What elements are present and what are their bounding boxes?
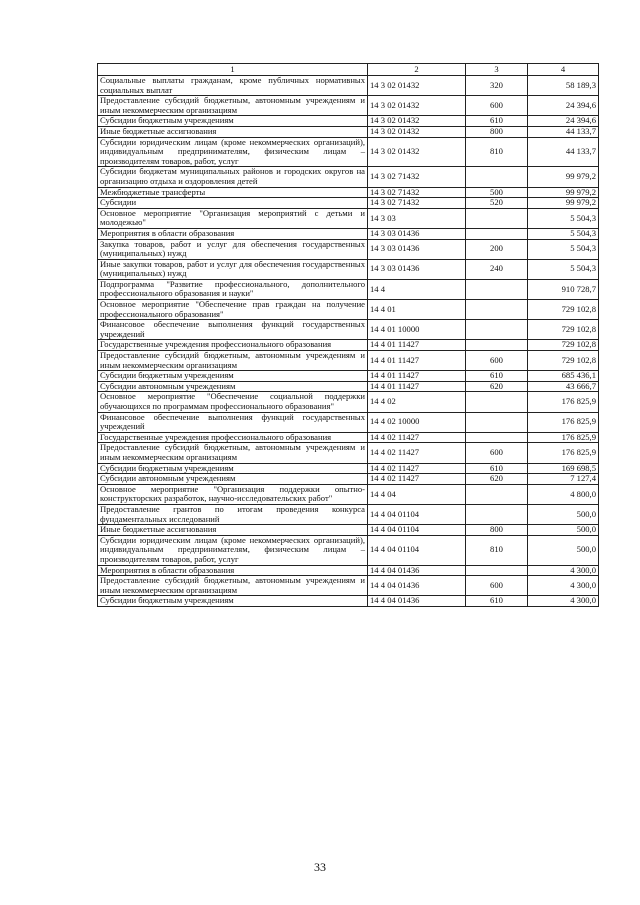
- row-name: Основное мероприятие "Организация мероприятий с детьми и молодежью": [98, 208, 368, 228]
- row-name: Подпрограмма "Развитие профессионального, дополнительного профессионального образования и науки": [98, 279, 368, 299]
- table-row: [98, 76, 599, 96]
- table-row: [98, 259, 599, 279]
- row-name: Основное мероприятие "Обеспечение прав граждан на получение профессионального образования": [98, 300, 368, 320]
- row-name: Субсидии юридическим лицам (кроме некоммерческих организаций), индивидуальным предпринимателям, физическим лицам – производителям товаров, работ, услуг: [98, 535, 368, 565]
- row-name: Мероприятия в области образования: [98, 228, 368, 239]
- column-header-name: 1: [98, 64, 368, 76]
- row-name: Иные закупки товаров, работ и услуг для обеспечения государственных (муниципальных) нужд: [98, 259, 368, 279]
- row-name: Иные бюджетные ассигнования: [98, 126, 368, 137]
- row-expense-type: 800: [466, 126, 528, 137]
- table-row: [98, 576, 599, 596]
- row-sum: 4 300,0: [528, 576, 599, 596]
- table-row: [98, 340, 599, 351]
- row-name: Социальные выплаты гражданам, кроме публичных нормативных социальных выплат: [98, 76, 368, 96]
- row-expense-type: 610: [466, 116, 528, 127]
- row-sum: 176 825,9: [528, 443, 599, 463]
- row-name: Основное мероприятие "Обеспечение социальной поддержки обучающихся по программам профессионального образования": [98, 392, 368, 412]
- row-expense-type: 620: [466, 474, 528, 485]
- row-code: 14 4 01 10000: [368, 320, 466, 340]
- row-code: 14 4 01 11427: [368, 371, 466, 382]
- table-row: [98, 596, 599, 607]
- row-sum: 4 300,0: [528, 565, 599, 576]
- row-sum: 5 504,3: [528, 228, 599, 239]
- row-expense-type: 500: [466, 187, 528, 198]
- table-row: [98, 167, 599, 187]
- row-name: Субсидии бюджетным учреждениям: [98, 371, 368, 382]
- row-code: 14 3 02 01432: [368, 76, 466, 96]
- row-expense-type: 600: [466, 576, 528, 596]
- row-name: Субсидии бюджетам муниципальных районов и городских округов на организацию отдыха и оздоровления детей: [98, 167, 368, 187]
- row-sum: 99 979,2: [528, 187, 599, 198]
- row-expense-type: 240: [466, 259, 528, 279]
- row-sum: 24 394,6: [528, 96, 599, 116]
- row-sum: 176 825,9: [528, 412, 599, 432]
- row-code: 14 4 02 11427: [368, 443, 466, 463]
- row-sum: 176 825,9: [528, 432, 599, 443]
- row-sum: 729 102,8: [528, 320, 599, 340]
- table-row: [98, 412, 599, 432]
- row-expense-type: [466, 565, 528, 576]
- row-sum: 44 133,7: [528, 126, 599, 137]
- table-row: [98, 239, 599, 259]
- row-code: 14 4 04 01104: [368, 525, 466, 536]
- row-code: 14 3 02 01432: [368, 96, 466, 116]
- row-code: 14 3 03 01436: [368, 228, 466, 239]
- row-expense-type: 600: [466, 351, 528, 371]
- table-row: [98, 137, 599, 167]
- row-expense-type: 600: [466, 96, 528, 116]
- row-sum: 176 825,9: [528, 392, 599, 412]
- row-name: Субсидии бюджетным учреждениям: [98, 596, 368, 607]
- row-code: 14 4 02 10000: [368, 412, 466, 432]
- column-header-expense-type: 3: [466, 64, 528, 76]
- row-expense-type: 620: [466, 381, 528, 392]
- row-code: 14 4 01 11427: [368, 340, 466, 351]
- row-name: Субсидии бюджетным учреждениям: [98, 116, 368, 127]
- row-expense-type: [466, 340, 528, 351]
- row-name: Субсидии бюджетным учреждениям: [98, 463, 368, 474]
- row-expense-type: 320: [466, 76, 528, 96]
- row-sum: 500,0: [528, 525, 599, 536]
- table-row: [98, 381, 599, 392]
- row-code: 14 4 01: [368, 300, 466, 320]
- row-code: 14 3 02 01432: [368, 116, 466, 127]
- row-name: Предоставление субсидий бюджетным, автономным учреждениям и иным некоммерческим организациям: [98, 576, 368, 596]
- row-expense-type: 600: [466, 443, 528, 463]
- row-expense-type: 200: [466, 239, 528, 259]
- row-sum: 729 102,8: [528, 351, 599, 371]
- row-expense-type: [466, 279, 528, 299]
- row-expense-type: 610: [466, 371, 528, 382]
- table-row: [98, 432, 599, 443]
- row-sum: 5 504,3: [528, 259, 599, 279]
- row-code: 14 4: [368, 279, 466, 299]
- table-row: [98, 484, 599, 504]
- row-sum: 99 979,2: [528, 167, 599, 187]
- row-sum: 729 102,8: [528, 340, 599, 351]
- table-row: [98, 279, 599, 299]
- row-code: 14 4 02 11427: [368, 474, 466, 485]
- table-row: [98, 504, 599, 524]
- row-name: Субсидии: [98, 198, 368, 209]
- row-sum: 500,0: [528, 535, 599, 565]
- table-row: [98, 474, 599, 485]
- row-expense-type: [466, 392, 528, 412]
- table-row: [98, 208, 599, 228]
- column-header-sum: 4: [528, 64, 599, 76]
- row-sum: 24 394,6: [528, 116, 599, 127]
- row-sum: 58 189,3: [528, 76, 599, 96]
- table-row: [98, 300, 599, 320]
- table-header-row: [98, 64, 599, 76]
- row-code: 14 3 02 71432: [368, 198, 466, 209]
- row-expense-type: [466, 432, 528, 443]
- row-code: 14 4 02: [368, 392, 466, 412]
- row-sum: 169 698,5: [528, 463, 599, 474]
- row-code: 14 3 02 01432: [368, 137, 466, 167]
- row-name: Субсидии автономным учреждениям: [98, 381, 368, 392]
- row-name: Закупка товаров, работ и услуг для обеспечения государственных (муниципальных) нужд: [98, 239, 368, 259]
- row-expense-type: 610: [466, 463, 528, 474]
- row-expense-type: [466, 300, 528, 320]
- row-code: 14 3 02 71432: [368, 187, 466, 198]
- row-code: 14 4 04 01436: [368, 596, 466, 607]
- row-name: Финансовое обеспечение выполнения функций государственных учреждений: [98, 412, 368, 432]
- table-body: [98, 76, 599, 607]
- row-code: 14 4 04 01436: [368, 576, 466, 596]
- table-row: [98, 198, 599, 209]
- row-name: Иные бюджетные ассигнования: [98, 525, 368, 536]
- row-sum: 5 504,3: [528, 208, 599, 228]
- row-name: Финансовое обеспечение выполнения функций государственных учреждений: [98, 320, 368, 340]
- row-sum: 7 127,4: [528, 474, 599, 485]
- table-row: [98, 443, 599, 463]
- row-expense-type: [466, 484, 528, 504]
- table-row: [98, 116, 599, 127]
- table-row: [98, 96, 599, 116]
- row-name: Мероприятия в области образования: [98, 565, 368, 576]
- table-row: [98, 351, 599, 371]
- row-expense-type: [466, 208, 528, 228]
- table-row: [98, 228, 599, 239]
- row-name: Субсидии автономным учреждениям: [98, 474, 368, 485]
- row-code: 14 4 02 11427: [368, 463, 466, 474]
- row-sum: 5 504,3: [528, 239, 599, 259]
- row-name: Государственные учреждения профессионального образования: [98, 340, 368, 351]
- table-row: [98, 565, 599, 576]
- row-sum: 500,0: [528, 504, 599, 524]
- row-expense-type: [466, 320, 528, 340]
- row-sum: 44 133,7: [528, 137, 599, 167]
- row-code: 14 4 04 01104: [368, 535, 466, 565]
- row-code: 14 3 03: [368, 208, 466, 228]
- row-expense-type: [466, 167, 528, 187]
- row-code: 14 3 02 01432: [368, 126, 466, 137]
- row-sum: 685 436,1: [528, 371, 599, 382]
- row-expense-type: 810: [466, 535, 528, 565]
- row-code: 14 4 01 11427: [368, 351, 466, 371]
- row-name: Предоставление субсидий бюджетным, автономным учреждениям и иным некоммерческим организациям: [98, 96, 368, 116]
- table-row: [98, 371, 599, 382]
- row-sum: 910 728,7: [528, 279, 599, 299]
- row-expense-type: [466, 228, 528, 239]
- row-name: Предоставление субсидий бюджетным, автономным учреждениям и иным некоммерческим организациям: [98, 443, 368, 463]
- row-sum: 4 300,0: [528, 596, 599, 607]
- table-row: [98, 535, 599, 565]
- row-name: Межбюджетные трансферты: [98, 187, 368, 198]
- table-row: [98, 126, 599, 137]
- row-expense-type: 800: [466, 525, 528, 536]
- row-name: Субсидии юридическим лицам (кроме некоммерческих организаций), индивидуальным предпринимателям, физическим лицам – производителям товаров, работ, услуг: [98, 137, 368, 167]
- row-expense-type: [466, 412, 528, 432]
- row-name: Основное мероприятие "Организация поддержки опытно-конструкторских разработок, научно-исследовательских работ": [98, 484, 368, 504]
- row-code: 14 4 04 01436: [368, 565, 466, 576]
- row-name: Предоставление субсидий бюджетным, автономным учреждениям и иным некоммерческим организациям: [98, 351, 368, 371]
- table-row: [98, 187, 599, 198]
- budget-table: [97, 63, 599, 607]
- row-sum: 4 800,0: [528, 484, 599, 504]
- row-code: 14 3 03 01436: [368, 239, 466, 259]
- row-sum: 99 979,2: [528, 198, 599, 209]
- row-name: Предоставление грантов по итогам проведения конкурса фундаментальных исследований: [98, 504, 368, 524]
- row-expense-type: 520: [466, 198, 528, 209]
- table-row: [98, 392, 599, 412]
- table-row: [98, 320, 599, 340]
- row-code: 14 3 03 01436: [368, 259, 466, 279]
- row-code: 14 4 02 11427: [368, 432, 466, 443]
- row-code: 14 4 04: [368, 484, 466, 504]
- page-number: 33: [314, 860, 326, 874]
- row-sum: 729 102,8: [528, 300, 599, 320]
- row-name: Государственные учреждения профессионального образования: [98, 432, 368, 443]
- table-row: [98, 463, 599, 474]
- row-expense-type: [466, 504, 528, 524]
- row-code: 14 4 01 11427: [368, 381, 466, 392]
- column-header-code: 2: [368, 64, 466, 76]
- row-sum: 43 666,7: [528, 381, 599, 392]
- row-expense-type: 810: [466, 137, 528, 167]
- row-code: 14 3 02 71432: [368, 167, 466, 187]
- row-expense-type: 610: [466, 596, 528, 607]
- table-row: [98, 525, 599, 536]
- row-code: 14 4 04 01104: [368, 504, 466, 524]
